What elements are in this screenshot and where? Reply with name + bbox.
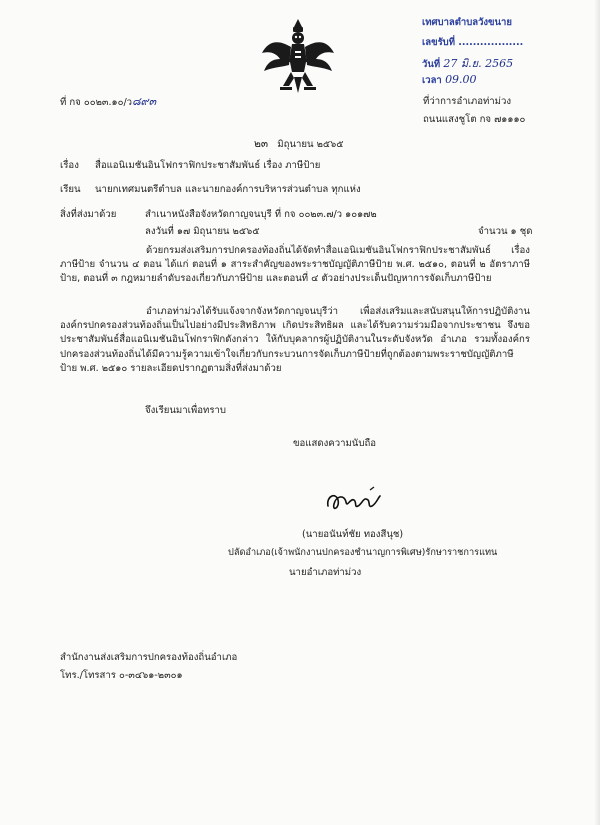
- receiving-stamp: [422, 15, 552, 93]
- office-line-2: ถนนแสงชูโต กจ ๗๑๑๑๐: [423, 114, 526, 125]
- closing-line: จึงเรียนมาเพื่อทราบ: [145, 405, 226, 416]
- regards-line: ขอแสดงความนับถือ: [293, 438, 377, 449]
- date-month-year: มิถุนายน ๒๕๖๕: [277, 139, 344, 150]
- footer-phone: โทร./โทรสาร ๐-๓๔๖๑-๒๓๐๑: [60, 670, 183, 681]
- subject-text: สื่อแอนิเมชันอินโฟกราฟิกประชาสัมพันธ์ เรื่อง ภาษีป้าย: [95, 160, 321, 171]
- stamp-time-row: เวลา 09.00: [422, 73, 477, 86]
- document-number-handwritten: ๘๙๓: [132, 95, 157, 108]
- handwritten-signature: [324, 482, 384, 518]
- stamp-date-row: วันที่ 27 มิ.ย. 2565: [422, 57, 514, 70]
- garuda-emblem-icon: [258, 15, 338, 97]
- signer-title-2: นายอำเภอท่าม่วง: [289, 567, 362, 578]
- footer-office: สำนักงานส่งเสริมการปกครองท้องถิ่นอำเภอ: [60, 652, 238, 663]
- document-date: [254, 138, 344, 151]
- stamp-date-value: 27 มิ.ย. 2565: [443, 57, 514, 70]
- stamp-organization: เทศบาลตำบลวังขนาย: [422, 17, 512, 28]
- enclosure-text: สำเนาหนังสือจังหวัดกาญจนบุรี ที่ กจ ๐๐๒๓.๗/ว ๑๐๑๗๒: [145, 209, 377, 220]
- stamp-time-value: 09.00: [445, 73, 477, 86]
- subject-label: เรื่อง: [60, 160, 79, 171]
- body-paragraph-1: ด้วยกรมส่งเสริมการปกครองท้องถิ่นได้จัดทำสื่อแอนิเมชันอินโฟกราฟิกประชาสัมพันธ์ เรื่อง ภาษีป้าย จำนวน ๔ ตอน ได้แก่ ตอนที่ ๑ สาระสำคัญของพระราชบัญญัติภาษีป้าย พ.ศ. ๒๕๑๐, ตอนที่ ๒ อัตราภาษีป้าย, ตอนที่ ๓ กฎหมายลำดับรองเกี่ยวกับภาษีป้าย และตอนที่ ๔ ตัวอย่างประเด็นปัญหาการจัดเก็บภาษีป้าย: [60, 245, 530, 285]
- stamp-receive-number-label: เลขรับที่ ..................: [422, 37, 524, 48]
- date-day: ๒๓: [254, 138, 269, 150]
- signer-name: (นายอนันท์ชัย ทองสีนุช): [302, 529, 404, 540]
- document-number: ที่ กจ ๐๐๒๓.๑๐/ว๘๙๓: [60, 95, 157, 108]
- body-paragraph-2: อำเภอท่าม่วงได้รับแจ้งจากจังหวัดกาญจนบุรีว่า เพื่อส่งเสริมและสนับสนุนให้การปฏิบัติงานองค์กรปกครองส่วนท้องถิ่นเป็นไปอย่างมีประสิทธิภาพ เกิดประสิทธิผล และได้รับความร่วมมือจากประชาชน จึงขอประชาสัมพันธ์สื่อแอนิเมชันอินโฟกราฟิกดังกล่าว ให้กับบุคลากรผู้ปฏิบัติงานในระดับจังหวัด อำเภอ รวมทั้งองค์กรปกครองส่วนท้องถิ่นได้มีความรู้ความเข้าใจเกี่ยวกับกระบวนการจัดเก็บภาษีป้ายที่ถูกต้องตามพระราชบัญญัติภาษีป้าย พ.ศ. ๒๕๑๐ รายละเอียดปรากฏตามสิ่งที่ส่งมาด้วย: [60, 306, 530, 374]
- signer-title-1: ปลัดอำเภอ(เจ้าพนักงานปกครองชำนาญการพิเศษ)รักษาราชการแทน: [228, 547, 498, 558]
- enclosure-label: สิ่งที่ส่งมาด้วย: [60, 209, 117, 220]
- recipient-text: นายกเทศมนตรีตำบล และนายกองค์การบริหารส่วนตำบล ทุกแห่ง: [95, 184, 361, 195]
- enclosure-quantity: จำนวน ๑ ชุด: [478, 226, 533, 237]
- recipient-label: เรียน: [60, 184, 81, 195]
- office-line-1: ที่ว่าการอำเภอท่าม่วง: [423, 96, 512, 107]
- scan-edge-shadow: [594, 0, 600, 825]
- enclosure-date: ลงวันที่ ๑๗ มิถุนายน ๒๕๖๕: [145, 226, 260, 237]
